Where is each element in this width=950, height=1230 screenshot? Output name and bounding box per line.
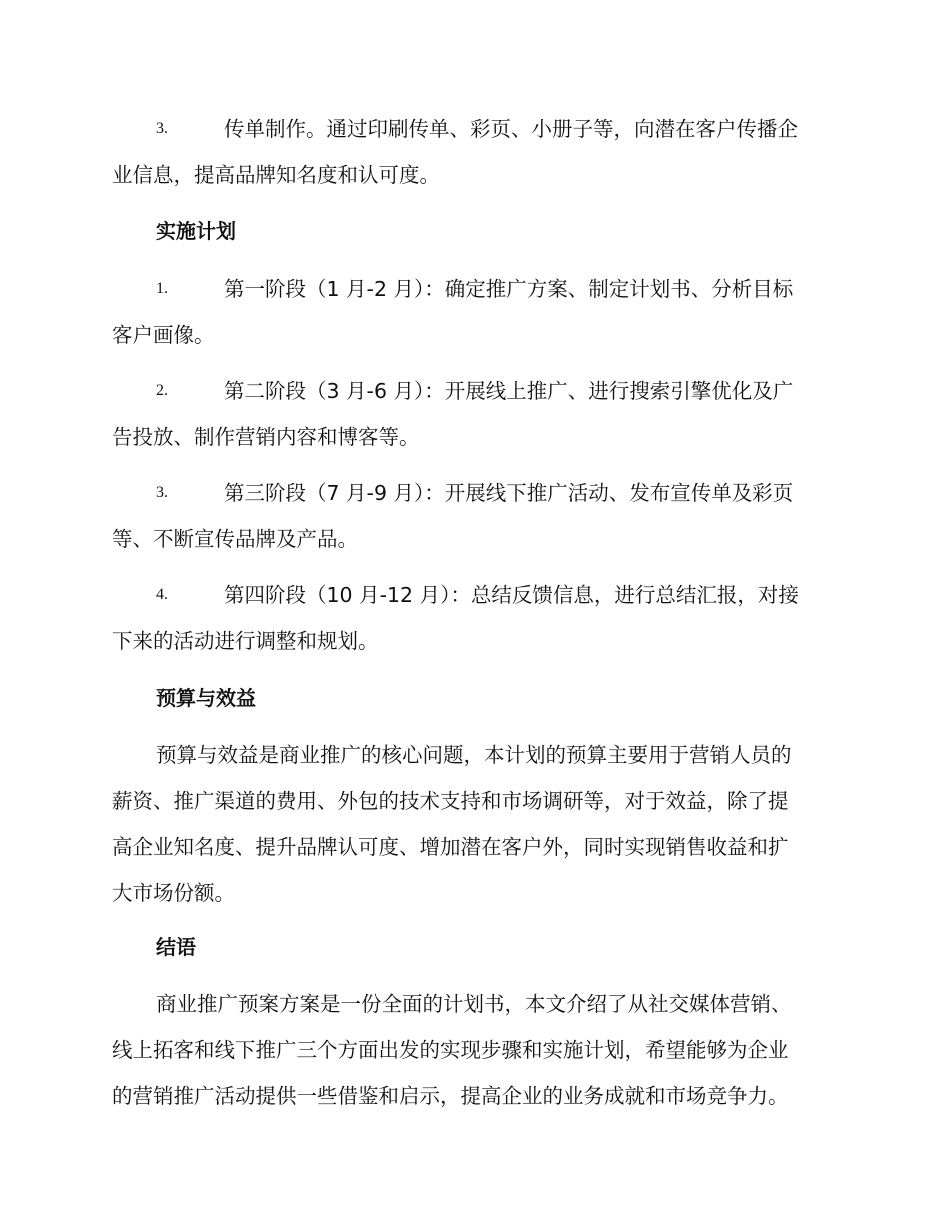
list-item-text-line: 第四阶段（10 月-12 月）：总结反馈信息，进行总结汇报，对接 xyxy=(224,583,799,607)
paragraph-line: 预算与效益是商业推广的核心问题，本计划的预算主要用于营销人员的 xyxy=(156,743,792,767)
paragraph-line: 的营销推广活动提供一些借鉴和启示，提高企业的业务成就和市场竞争力。 xyxy=(112,1084,789,1108)
paragraph-line: 薪资、推广渠道的费用、外包的技术支持和市场调研等，对于效益，除了提 xyxy=(112,789,789,813)
list-item-text-line: 告投放、制作营销内容和博客等。 xyxy=(112,425,420,449)
list-item-text-line: 等、不断宣传品牌及产品。 xyxy=(112,527,358,551)
list-number: 3. xyxy=(156,120,168,137)
list-item-text-line: 第二阶段（3 月-6 月）：开展线上推广、进行搜索引擎优化及广 xyxy=(224,379,794,403)
section-heading: 实施计划 xyxy=(156,219,236,243)
list-item-text-line: 下来的活动进行调整和规划。 xyxy=(112,629,379,653)
list-item-text-line: 客户画像。 xyxy=(112,323,215,347)
list-item-text-line: 第三阶段（7 月-9 月）：开展线下推广活动、发布宣传单及彩页 xyxy=(224,481,794,505)
list-number: 1. xyxy=(156,280,168,297)
list-number: 4. xyxy=(156,586,168,603)
list-item-text-line: 业信息，提高品牌知名度和认可度。 xyxy=(112,163,440,187)
list-item-text-line: 第一阶段（1 月-2 月）：确定推广方案、制定计划书、分析目标 xyxy=(224,277,794,301)
section-heading: 预算与效益 xyxy=(156,686,256,710)
section-heading: 结语 xyxy=(156,935,196,959)
list-number: 2. xyxy=(156,382,168,399)
paragraph-line: 大市场份额。 xyxy=(112,881,235,905)
list-item-text-line: 传单制作。通过印刷传单、彩页、小册子等，向潜在客户传播企 xyxy=(224,117,798,141)
paragraph-line: 商业推广预案方案是一份全面的计划书，本文介绍了从社交媒体营销、 xyxy=(156,992,792,1016)
list-number: 3. xyxy=(156,484,168,501)
paragraph-line: 高企业知名度、提升品牌认可度、增加潜在客户外，同时实现销售收益和扩 xyxy=(112,835,789,859)
paragraph-line: 线上拓客和线下推广三个方面出发的实现步骤和实施计划，希望能够为企业 xyxy=(112,1038,789,1062)
